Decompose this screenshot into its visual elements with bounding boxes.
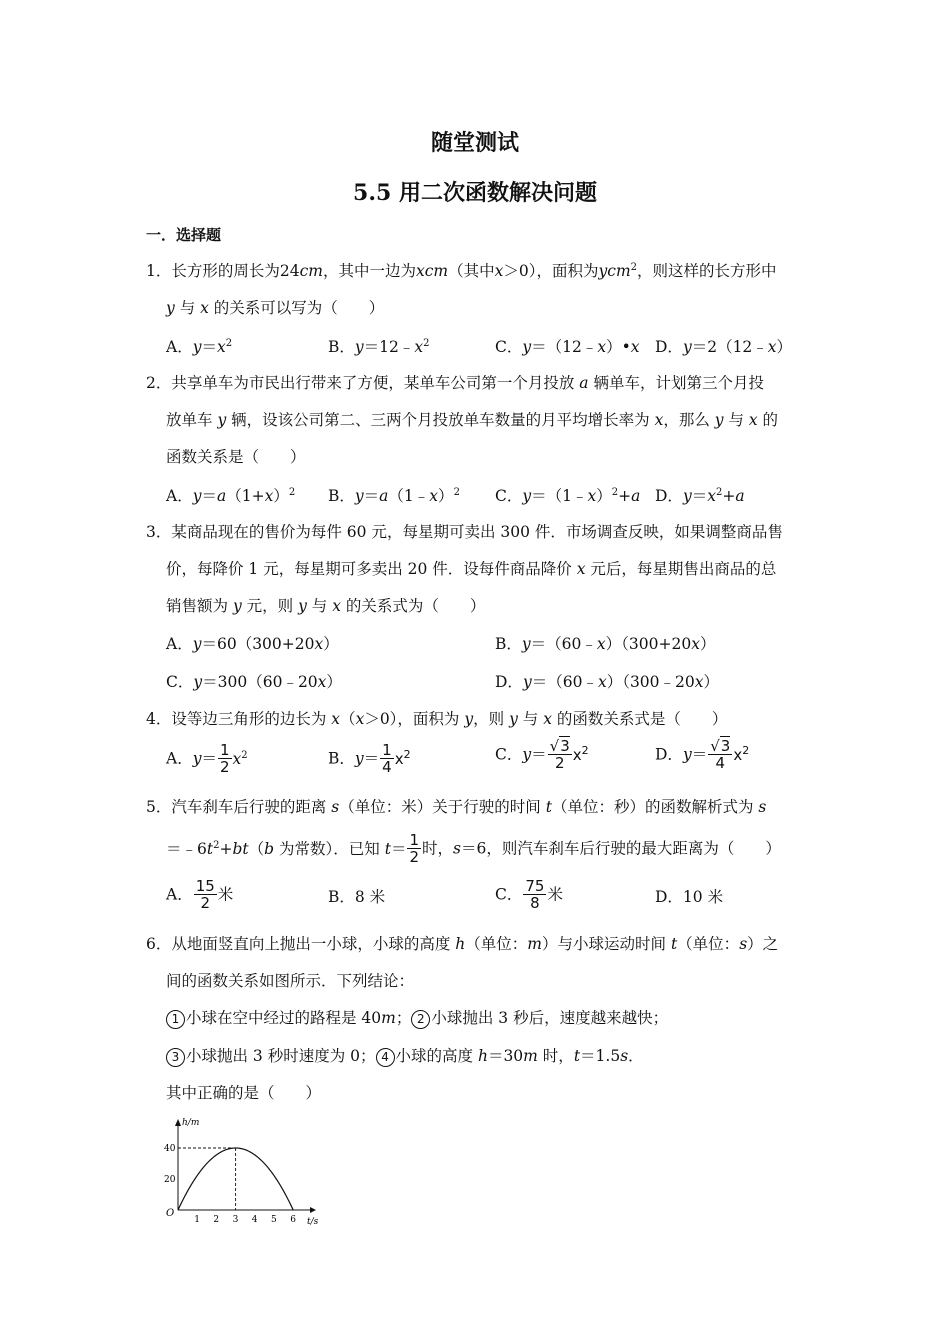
q3-option-b[interactable]: B．y＝（60﹣x）（300+20x） xyxy=(495,635,716,653)
y-axis-arrow xyxy=(175,1119,181,1126)
fraction: $\frac{√3}{4}$ xyxy=(710,737,731,772)
fraction: $\frac{√3}{2}$ xyxy=(549,737,570,772)
q1-option-a[interactable]: A．$y=x^2$ xyxy=(166,337,233,356)
q4-line1: 4．设等边三角形的边长为 x（x＞0），面积为 y，则 y 与 x 的函数关系式是（ ） xyxy=(146,710,728,728)
x-tick-label-6: 6 xyxy=(290,1215,296,1225)
q3-line1: 3．某商品现在的售价为每件 60 元，每星期可卖出 300 件．市场调查反映，如果调整商品售 xyxy=(146,523,783,541)
x-tick-label-4: 4 xyxy=(251,1215,258,1225)
q4-option-c[interactable]: C．y＝ $\frac{√3}{2}$ $x^2$ xyxy=(495,737,589,772)
q6-conclusions-1-2: 1 小球在空中经过的路程是 40m； 2 小球抛出 3 秒后，速度越来越快； xyxy=(166,1008,668,1029)
circled-number: 3 xyxy=(166,1048,185,1067)
q2-line1: 2．共享单车为市民出行带来了方便，某单车公司第一个月投放 a 辆单车，计划第三个月投 xyxy=(146,374,764,392)
circled-number: 4 xyxy=(376,1048,395,1067)
q5-option-c[interactable]: C． $\frac{75}{8}$ 米 xyxy=(495,877,563,912)
height-time-chart xyxy=(160,1112,325,1227)
x-tick-label-5: 5 xyxy=(271,1215,277,1225)
q2-line3: 函数关系是（ ） xyxy=(166,448,306,466)
q2-option-a[interactable]: A．$y=a(1+x)^2$ xyxy=(166,486,296,505)
section-heading: 一．选择题 xyxy=(146,226,222,244)
q2-option-d[interactable]: D．$y=x^2+a$ xyxy=(655,486,745,505)
q5-option-a[interactable]: A． $\frac{15}{2}$ 米 xyxy=(166,877,234,912)
page-title: 随堂测试 xyxy=(430,130,519,156)
circled-number: 2 xyxy=(411,1010,430,1029)
q3-option-c[interactable]: C．y＝300（60﹣20x） xyxy=(166,673,342,691)
q3-option-d[interactable]: D．y＝（60﹣x）（300﹣20x） xyxy=(495,673,720,691)
fraction: $\frac{1}{4}$ xyxy=(382,741,392,776)
q3-line3: 销售额为 y 元，则 y 与 x 的关系式为（ ） xyxy=(166,597,486,615)
q6-line5: 其中正确的是（ ） xyxy=(166,1084,322,1102)
q5-option-b[interactable]: B．8 米 xyxy=(328,888,386,906)
y-tick-label-20: 20 xyxy=(164,1175,176,1185)
q3-option-a[interactable]: A．y＝60（300+20x） xyxy=(166,635,339,653)
q1-option-d[interactable]: D．y＝2（12﹣x） xyxy=(655,338,793,356)
q3-line2: 价，每降价 1 元，每星期可多卖出 20 件．设每件商品降价 x 元后，每星期售出商品的总 xyxy=(166,560,777,578)
q4-option-d[interactable]: D．y＝ $\frac{√3}{4}$ $x^2$ xyxy=(655,737,750,772)
origin-label: O xyxy=(166,1208,175,1219)
q4-option-b[interactable]: B．y＝ $\frac{1}{4}$ $x^2$ xyxy=(328,741,411,776)
y-axis-label: h/m xyxy=(182,1118,200,1128)
x-tick-label-2: 2 xyxy=(213,1215,220,1225)
fraction: $\frac{1}{2}$ xyxy=(219,741,230,776)
x-tick-label-3: 3 xyxy=(232,1215,239,1225)
q5-option-d[interactable]: D．10 米 xyxy=(655,888,724,906)
q6-line2: 间的函数关系如图所示．下列结论： xyxy=(166,972,415,990)
q1-option-c[interactable]: C．y＝（12﹣x）•x xyxy=(495,338,640,356)
q1-option-b[interactable]: B．$y=12﹣x^2$ xyxy=(328,337,430,356)
page-subtitle: 5.5 用二次函数解决问题 xyxy=(353,180,597,206)
circled-number: 1 xyxy=(166,1010,185,1029)
fraction: $\frac{75}{8}$ xyxy=(525,877,545,912)
fraction: $\frac{15}{2}$ xyxy=(195,877,215,912)
x-axis-label: t/s xyxy=(307,1217,319,1227)
y-tick-label-40: 40 xyxy=(164,1144,176,1154)
q5-line2: $=﹣6t^2+bt(b$ 为常数）．已知 t＝ $\frac{1}{2}$ 时，s＝6，则汽车刹车后行驶的最大距离为（ ） xyxy=(166,831,781,866)
q2-line2: 放单车 y 辆，设该公司第二、三两个月投放单车数量的月平均增长率为 x，那么 y 与 x 的 xyxy=(166,411,779,429)
q5-line1: 5．汽车刹车后行驶的距离 s（单位：米）关于行驶的时间 t（单位：秒）的函数解析式为 s xyxy=(146,798,767,816)
q2-option-c[interactable]: C．y＝（1﹣x）$^2$+a xyxy=(495,486,641,505)
q2-option-b[interactable]: B．y＝a（1﹣x）$^2$ xyxy=(328,486,460,505)
q6-conclusions-3-4: 3 小球抛出 3 秒时速度为 0； 4 小球的高度 h＝30m 时，t＝1.5s． xyxy=(166,1046,644,1067)
q6-line1: 6．从地面竖直向上抛出一小球，小球的高度 h（单位：m）与小球运动时间 t（单位：s）之 xyxy=(146,935,779,953)
x-tick-label-1: 1 xyxy=(194,1215,200,1225)
fraction: $\frac{1}{2}$ xyxy=(409,831,419,866)
q1-line1: 1．长方形的周长为24cm，其中一边为xcm（其中x＞0），面积为ycm$^2$，则这样的长方形中 xyxy=(146,261,777,280)
x-axis-arrow xyxy=(310,1207,316,1213)
q4-option-a[interactable]: A．y＝ $\frac{1}{2}$ $x^2$ xyxy=(166,741,248,776)
q1-line2: y 与 x 的关系可以写为（ ） xyxy=(166,299,385,317)
